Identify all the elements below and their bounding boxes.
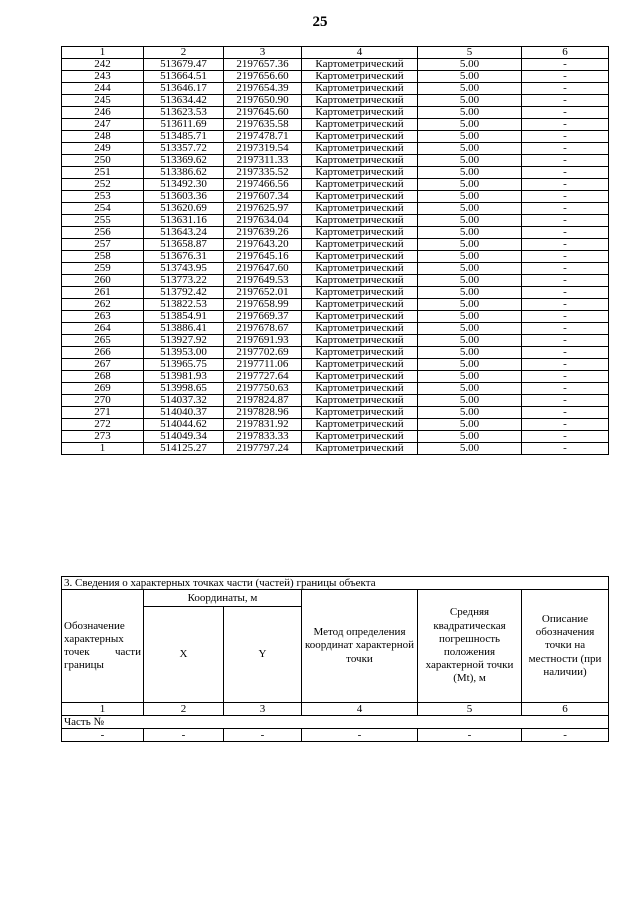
point-number: 1 [62, 443, 144, 455]
y-coordinate: 2197643.20 [224, 239, 302, 251]
coordinates-header: Координаты, м [144, 590, 302, 607]
table-row [62, 311, 609, 323]
x-coordinate: 513854.91 [144, 311, 224, 323]
table-row [62, 299, 609, 311]
y-coordinate: 2197750.63 [224, 383, 302, 395]
empty-cell: - [522, 729, 609, 742]
description: - [522, 107, 609, 119]
y-coordinate: 2197727.64 [224, 371, 302, 383]
point-number: 257 [62, 239, 144, 251]
description: - [522, 59, 609, 71]
accuracy: 5.00 [418, 167, 522, 179]
accuracy: 5.00 [418, 95, 522, 107]
accuracy: 5.00 [418, 203, 522, 215]
description: - [522, 299, 609, 311]
point-number: 268 [62, 371, 144, 383]
empty-cell: - [224, 729, 302, 742]
table-row [62, 443, 609, 455]
column-number: 3 [224, 703, 302, 716]
description: - [522, 275, 609, 287]
description: - [522, 143, 609, 155]
y-coordinate: 2197311.33 [224, 155, 302, 167]
empty-cell: - [418, 729, 522, 742]
description: - [522, 371, 609, 383]
accuracy: 5.00 [418, 335, 522, 347]
method: Картометрический [302, 251, 418, 263]
method: Картометрический [302, 179, 418, 191]
empty-cell: - [302, 729, 418, 742]
accuracy: 5.00 [418, 407, 522, 419]
point-number: 254 [62, 203, 144, 215]
point-designation-header: Обозначение характерных точек части границы [62, 590, 144, 703]
column-number: 4 [302, 703, 418, 716]
accuracy: 5.00 [418, 311, 522, 323]
point-number: 271 [62, 407, 144, 419]
column-number: 5 [418, 703, 522, 716]
column-numbers-row [62, 703, 609, 716]
y-coordinate: 2197656.60 [224, 71, 302, 83]
method: Картометрический [302, 335, 418, 347]
x-coordinate: 513886.41 [144, 323, 224, 335]
x-coordinate: 513965.75 [144, 359, 224, 371]
point-number: 251 [62, 167, 144, 179]
table-row [62, 119, 609, 131]
description: - [522, 311, 609, 323]
table-row [62, 59, 609, 71]
accuracy: 5.00 [418, 383, 522, 395]
table-row [62, 215, 609, 227]
points-table-header [62, 47, 609, 59]
part-label: Часть № [62, 716, 609, 729]
accuracy: 5.00 [418, 239, 522, 251]
x-coordinate: 513369.62 [144, 155, 224, 167]
y-coordinate: 2197831.92 [224, 419, 302, 431]
accuracy: 5.00 [418, 119, 522, 131]
table-row [62, 227, 609, 239]
table-row [62, 275, 609, 287]
x-coordinate: 513611.69 [144, 119, 224, 131]
point-number: 245 [62, 95, 144, 107]
description: - [522, 215, 609, 227]
x-coordinate: 513631.16 [144, 215, 224, 227]
method-header: Метод определения координат характерной точки [302, 590, 418, 703]
y-coordinate: 2197466.56 [224, 179, 302, 191]
table-row [62, 371, 609, 383]
y-coordinate: 2197634.04 [224, 215, 302, 227]
x-coordinate: 513998.65 [144, 383, 224, 395]
method: Картометрический [302, 431, 418, 443]
accuracy: 5.00 [418, 107, 522, 119]
accuracy: 5.00 [418, 371, 522, 383]
x-coordinate: 514040.37 [144, 407, 224, 419]
method: Картометрический [302, 347, 418, 359]
method: Картометрический [302, 107, 418, 119]
y-coordinate: 2197669.37 [224, 311, 302, 323]
x-coordinate: 513953.00 [144, 347, 224, 359]
accuracy: 5.00 [418, 263, 522, 275]
point-number: 263 [62, 311, 144, 323]
column-number: 3 [224, 47, 302, 59]
method: Картометрический [302, 263, 418, 275]
y-coordinate: 2197639.26 [224, 227, 302, 239]
method: Картометрический [302, 131, 418, 143]
method: Картометрический [302, 323, 418, 335]
description: - [522, 359, 609, 371]
column-number: 1 [62, 47, 144, 59]
column-number: 2 [144, 703, 224, 716]
method: Картометрический [302, 119, 418, 131]
description: - [522, 167, 609, 179]
column-number: 6 [522, 47, 609, 59]
accuracy: 5.00 [418, 227, 522, 239]
method: Картометрический [302, 395, 418, 407]
x-coordinate: 513743.95 [144, 263, 224, 275]
point-number: 253 [62, 191, 144, 203]
accuracy: 5.00 [418, 347, 522, 359]
method: Картометрический [302, 275, 418, 287]
description: - [522, 431, 609, 443]
x-coordinate: 513620.69 [144, 203, 224, 215]
method: Картометрический [302, 59, 418, 71]
point-number: 258 [62, 251, 144, 263]
table-row [62, 335, 609, 347]
point-number: 262 [62, 299, 144, 311]
accuracy: 5.00 [418, 443, 522, 455]
page-number: 25 [312, 14, 328, 30]
point-number: 265 [62, 335, 144, 347]
accuracy: 5.00 [418, 419, 522, 431]
y-coordinate: 2197652.01 [224, 287, 302, 299]
table-row [62, 251, 609, 263]
point-number: 250 [62, 155, 144, 167]
description: - [522, 71, 609, 83]
x-coordinate: 513357.72 [144, 143, 224, 155]
description: - [522, 395, 609, 407]
y-coordinate: 2197319.54 [224, 143, 302, 155]
method: Картометрический [302, 239, 418, 251]
y-coordinate: 2197833.33 [224, 431, 302, 443]
point-number: 260 [62, 275, 144, 287]
empty-row [62, 729, 609, 742]
y-coordinate: 2197658.99 [224, 299, 302, 311]
point-number: 243 [62, 71, 144, 83]
empty-cell: - [62, 729, 144, 742]
point-number: 244 [62, 83, 144, 95]
accuracy: 5.00 [418, 179, 522, 191]
description: - [522, 227, 609, 239]
method: Картометрический [302, 227, 418, 239]
table-row [62, 107, 609, 119]
method: Картометрический [302, 359, 418, 371]
points-table [61, 46, 609, 455]
table-row [62, 359, 609, 371]
method: Картометрический [302, 95, 418, 107]
x-coordinate: 513623.53 [144, 107, 224, 119]
x-coordinate: 513386.62 [144, 167, 224, 179]
point-number: 247 [62, 119, 144, 131]
y-coordinate: 2197711.06 [224, 359, 302, 371]
x-coordinate: 513822.53 [144, 299, 224, 311]
y-coordinate: 2197678.67 [224, 323, 302, 335]
point-number: 252 [62, 179, 144, 191]
description: - [522, 287, 609, 299]
column-number: 4 [302, 47, 418, 59]
x-coordinate: 513658.87 [144, 239, 224, 251]
method: Картометрический [302, 215, 418, 227]
section-title: 3. Сведения о характерных точках части (частей) границы объекта [62, 577, 609, 590]
description: - [522, 155, 609, 167]
y-coordinate: 2197657.36 [224, 59, 302, 71]
table-row [62, 95, 609, 107]
accuracy: 5.00 [418, 359, 522, 371]
y-coordinate: 2197702.69 [224, 347, 302, 359]
accuracy: 5.00 [418, 143, 522, 155]
method: Картометрический [302, 191, 418, 203]
table-row [62, 263, 609, 275]
x-coordinate: 513603.36 [144, 191, 224, 203]
x-coordinate: 513792.42 [144, 287, 224, 299]
description: - [522, 131, 609, 143]
point-number: 270 [62, 395, 144, 407]
accuracy: 5.00 [418, 323, 522, 335]
description: - [522, 335, 609, 347]
x-coordinate: 513492.30 [144, 179, 224, 191]
column-number: 1 [62, 703, 144, 716]
point-number: 269 [62, 383, 144, 395]
table-row [62, 191, 609, 203]
empty-cell: - [144, 729, 224, 742]
description: - [522, 203, 609, 215]
x-header: X [144, 607, 224, 703]
method: Картометрический [302, 167, 418, 179]
table-row [62, 239, 609, 251]
table-row [62, 131, 609, 143]
point-number: 273 [62, 431, 144, 443]
method: Картометрический [302, 83, 418, 95]
table-row [62, 71, 609, 83]
y-coordinate: 2197647.60 [224, 263, 302, 275]
method: Картометрический [302, 407, 418, 419]
y-coordinate: 2197645.16 [224, 251, 302, 263]
table-row [62, 83, 609, 95]
method: Картометрический [302, 419, 418, 431]
table-row [62, 143, 609, 155]
x-coordinate: 513676.31 [144, 251, 224, 263]
y-coordinate: 2197691.93 [224, 335, 302, 347]
x-coordinate: 513679.47 [144, 59, 224, 71]
method: Картометрический [302, 203, 418, 215]
column-number: 2 [144, 47, 224, 59]
table-row [62, 203, 609, 215]
description: - [522, 95, 609, 107]
table-row [62, 167, 609, 179]
accuracy: 5.00 [418, 395, 522, 407]
method: Картометрический [302, 383, 418, 395]
accuracy: 5.00 [418, 83, 522, 95]
table-row [62, 155, 609, 167]
y-coordinate: 2197645.60 [224, 107, 302, 119]
y-coordinate: 2197650.90 [224, 95, 302, 107]
accuracy: 5.00 [418, 215, 522, 227]
description-header: Описание обозначения точки на местности (при наличии) [522, 590, 609, 703]
x-coordinate: 513646.17 [144, 83, 224, 95]
description: - [522, 179, 609, 191]
point-number: 259 [62, 263, 144, 275]
method: Картометрический [302, 443, 418, 455]
x-coordinate: 513643.24 [144, 227, 224, 239]
point-number: 256 [62, 227, 144, 239]
y-header: Y [224, 607, 302, 703]
point-number: 267 [62, 359, 144, 371]
method: Картометрический [302, 311, 418, 323]
x-coordinate: 513485.71 [144, 131, 224, 143]
x-coordinate: 513773.22 [144, 275, 224, 287]
accuracy: 5.00 [418, 299, 522, 311]
accuracy: 5.00 [418, 71, 522, 83]
description: - [522, 83, 609, 95]
description: - [522, 407, 609, 419]
accuracy: 5.00 [418, 287, 522, 299]
point-number: 255 [62, 215, 144, 227]
accuracy: 5.00 [418, 155, 522, 167]
table-row [62, 383, 609, 395]
x-coordinate: 513927.92 [144, 335, 224, 347]
method: Картометрический [302, 143, 418, 155]
y-coordinate: 2197635.58 [224, 119, 302, 131]
column-number: 6 [522, 703, 609, 716]
x-coordinate: 513981.93 [144, 371, 224, 383]
table-row [62, 347, 609, 359]
point-number: 242 [62, 59, 144, 71]
column-number: 5 [418, 47, 522, 59]
description: - [522, 119, 609, 131]
x-coordinate: 514125.27 [144, 443, 224, 455]
point-number: 246 [62, 107, 144, 119]
table-row [62, 419, 609, 431]
table-row [62, 179, 609, 191]
y-coordinate: 2197625.97 [224, 203, 302, 215]
accuracy: 5.00 [418, 251, 522, 263]
accuracy: 5.00 [418, 275, 522, 287]
method: Картометрический [302, 371, 418, 383]
description: - [522, 443, 609, 455]
description: - [522, 323, 609, 335]
method: Картометрический [302, 71, 418, 83]
y-coordinate: 2197478.71 [224, 131, 302, 143]
point-number: 261 [62, 287, 144, 299]
x-coordinate: 514037.32 [144, 395, 224, 407]
table-row [62, 287, 609, 299]
accuracy: 5.00 [418, 131, 522, 143]
method: Картометрический [302, 155, 418, 167]
description: - [522, 191, 609, 203]
x-coordinate: 514049.34 [144, 431, 224, 443]
point-number: 249 [62, 143, 144, 155]
table-row [62, 395, 609, 407]
x-coordinate: 514044.62 [144, 419, 224, 431]
table-row [62, 407, 609, 419]
y-coordinate: 2197797.24 [224, 443, 302, 455]
y-coordinate: 2197649.53 [224, 275, 302, 287]
method: Картометрический [302, 287, 418, 299]
part-points-table [61, 576, 609, 742]
y-coordinate: 2197828.96 [224, 407, 302, 419]
accuracy: 5.00 [418, 59, 522, 71]
y-coordinate: 2197607.34 [224, 191, 302, 203]
point-number: 266 [62, 347, 144, 359]
y-coordinate: 2197335.52 [224, 167, 302, 179]
description: - [522, 419, 609, 431]
table-row [62, 431, 609, 443]
description: - [522, 383, 609, 395]
y-coordinate: 2197824.87 [224, 395, 302, 407]
description: - [522, 347, 609, 359]
point-number: 272 [62, 419, 144, 431]
accuracy: 5.00 [418, 191, 522, 203]
accuracy-header: Средняя квадратическая погрешность положения характерной точки (Mt), м [418, 590, 522, 703]
x-coordinate: 513634.42 [144, 95, 224, 107]
method: Картометрический [302, 299, 418, 311]
description: - [522, 239, 609, 251]
table-row [62, 323, 609, 335]
y-coordinate: 2197654.39 [224, 83, 302, 95]
point-number: 264 [62, 323, 144, 335]
accuracy: 5.00 [418, 431, 522, 443]
x-coordinate: 513664.51 [144, 71, 224, 83]
description: - [522, 251, 609, 263]
point-number: 248 [62, 131, 144, 143]
description: - [522, 263, 609, 275]
